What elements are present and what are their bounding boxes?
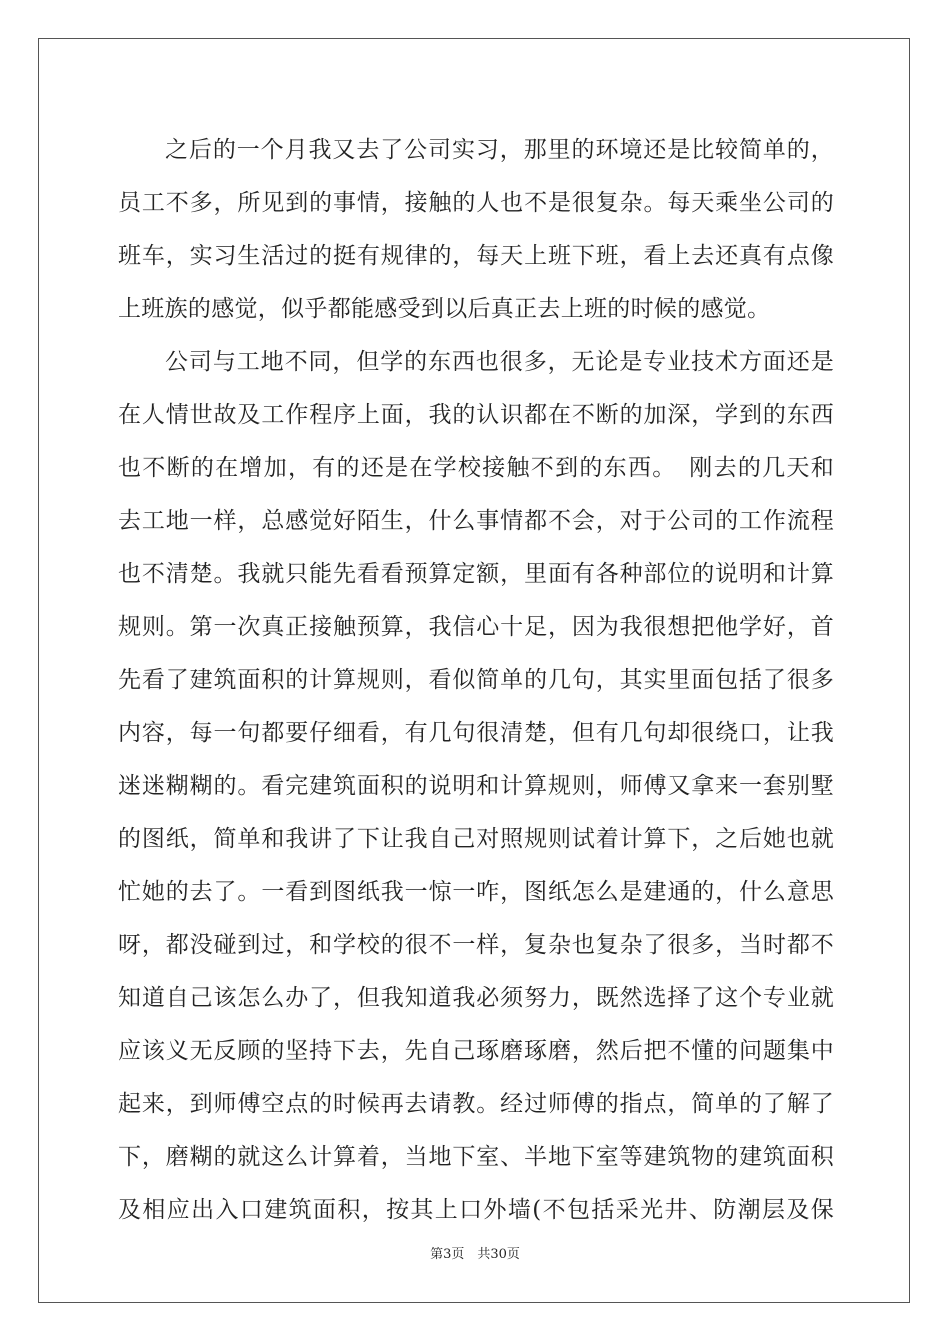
text-line: 呀，都没碰到过，和学校的很不一样，复杂也复杂了很多，当时都不 (118, 932, 834, 958)
text-line: 去工地一样，总感觉好陌生，什么事情都不会，对于公司的工作流程 (118, 508, 834, 534)
text-line: 内容，每一句都要仔细看，有几句很清楚，但有几句却很绕口，让我 (118, 720, 834, 746)
text-line: 应该义无反顾的坚持下去，先自己琢磨琢磨，然后把不懂的问题集中 (118, 1038, 834, 1064)
text-line: 忙她的去了。一看到图纸我一惊一咋，图纸怎么是建通的，什么意思 (118, 879, 834, 905)
text-line: 班车，实习生活过的挺有规律的，每天上班下班，看上去还真有点像 (118, 243, 834, 269)
document-body (118, 124, 834, 1237)
text-line: 在人情世故及工作程序上面，我的认识都在不断的加深，学到的东西 (118, 402, 834, 428)
text-line: 员工不多，所见到的事情，接触的人也不是很复杂。每天乘坐公司的 (118, 190, 834, 216)
text-line: 的图纸，简单和我讲了下让我自己对照规则试着计算下，之后她也就 (118, 826, 834, 852)
paragraph-2 (118, 336, 834, 1237)
text-line: 起来，到师傅空点的时候再去请教。经过师傅的指点，简单的了解了 (118, 1091, 834, 1117)
text-line: 也不断的在增加，有的还是在学校接触不到的东西。 刚去的几天和 (118, 455, 834, 481)
text-line: 及相应出入口建筑面积，按其上口外墙(不包括采光井、防潮层及保 (118, 1197, 834, 1223)
text-line: 迷迷糊糊的。看完建筑面积的说明和计算规则，师傅又拿来一套别墅 (118, 773, 834, 799)
text-line: 之后的一个月我又去了公司实习，那里的环境还是比较简单的， (165, 137, 834, 163)
text-line: 先看了建筑面积的计算规则，看似简单的几句，其实里面包括了很多 (118, 667, 834, 693)
page-number-footer: 第3页 共30页 (430, 1247, 520, 1262)
paragraph-1 (118, 124, 834, 336)
text-line: 上班族的感觉，似乎都能感受到以后真正去上班的时候的感觉。 (118, 296, 771, 322)
text-line: 公司与工地不同，但学的东西也很多，无论是专业技术方面还是 (165, 349, 834, 375)
text-line: 规则。第一次真正接触预算，我信心十足，因为我很想把他学好，首 (118, 614, 834, 640)
text-line: 知道自己该怎么办了，但我知道我必须努力，既然选择了这个专业就 (118, 985, 834, 1011)
text-line: 也不清楚。我就只能先看看预算定额，里面有各种部位的说明和计算 (118, 561, 834, 587)
text-line: 下，磨糊的就这么计算着，当地下室、半地下室等建筑物的建筑面积 (118, 1144, 834, 1170)
